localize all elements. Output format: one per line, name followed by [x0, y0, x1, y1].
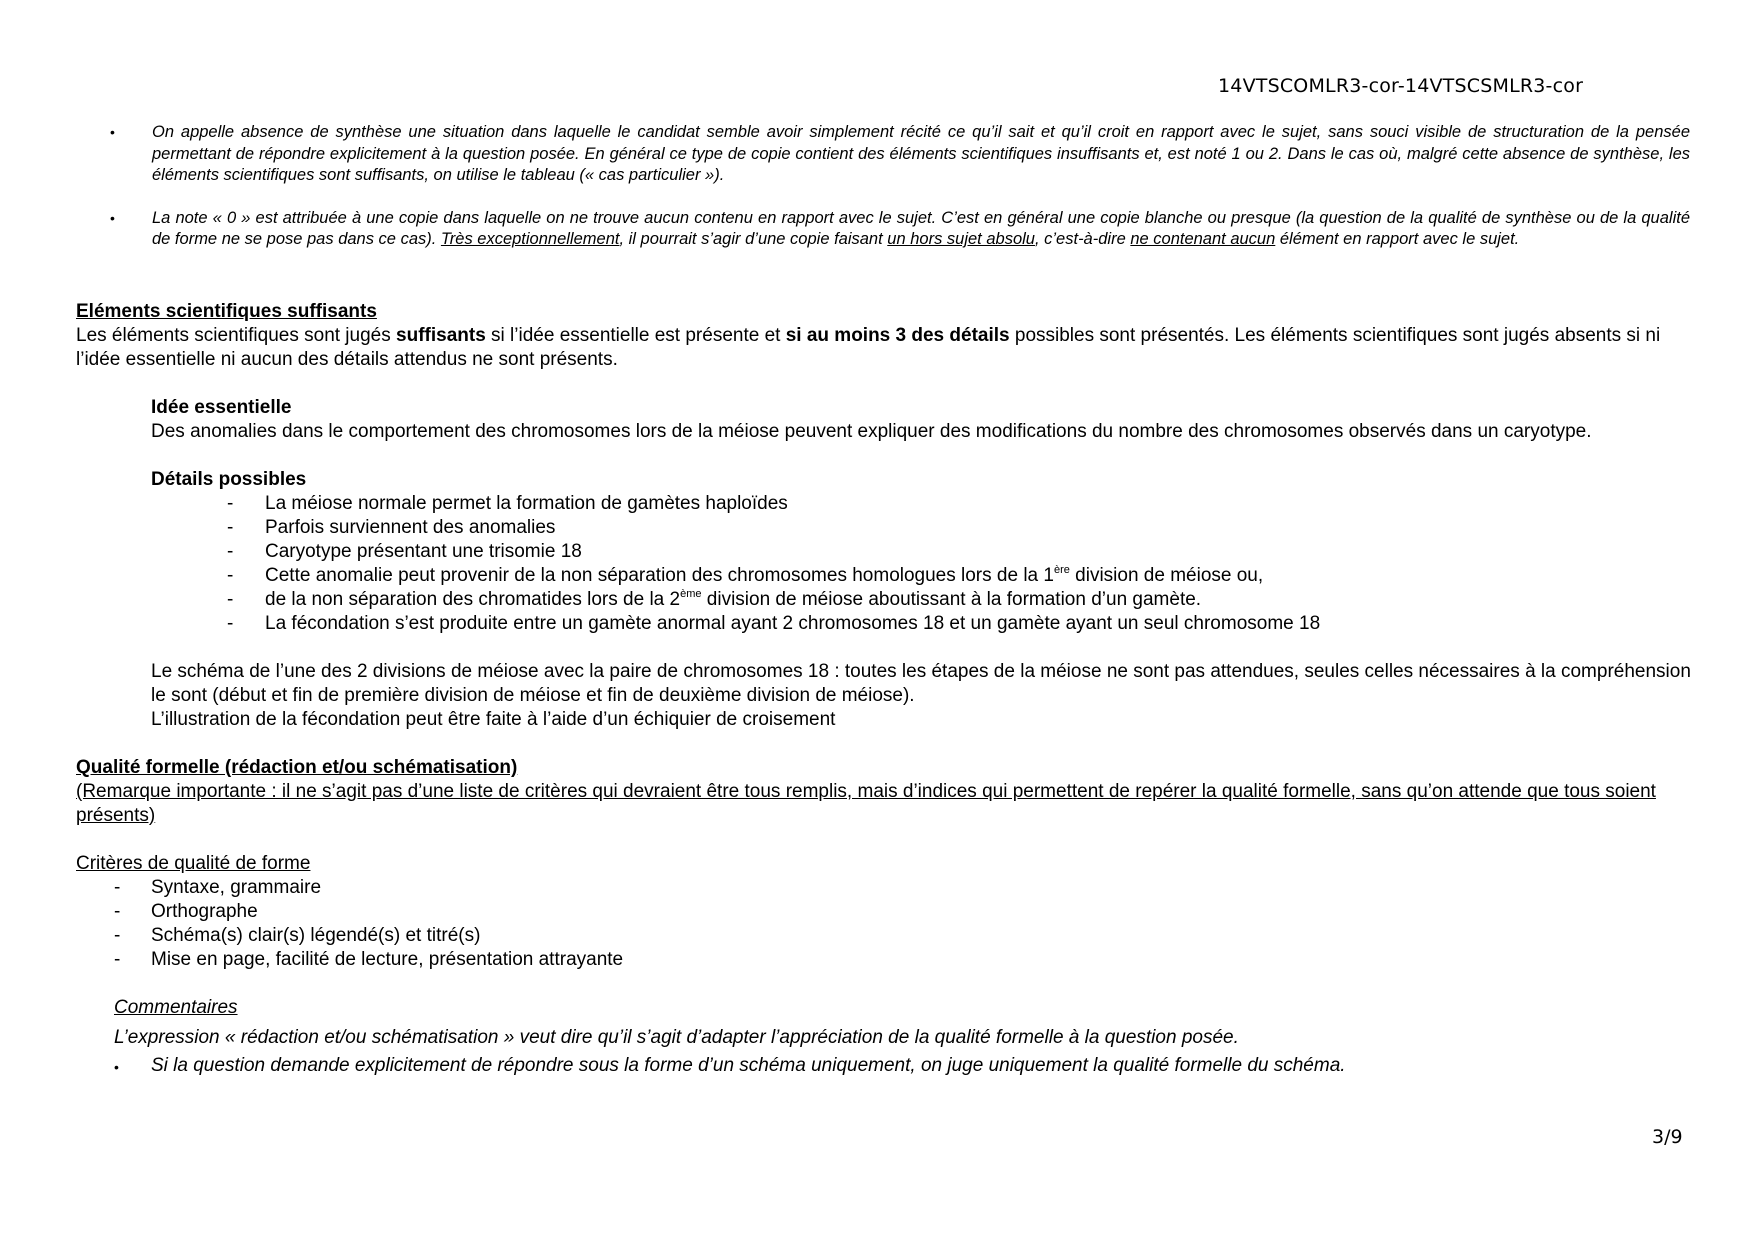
detail-5-text-b: division de méiose aboutissant à la formation d’un gamète.: [701, 589, 1202, 610]
list-item: - Mise en page, facilité de lecture, présentation attrayante: [114, 948, 1696, 972]
list-item: [227, 564, 1696, 588]
list-item: - La fécondation s’est produite entre un gamète anormal ayant 2 chromosomes 18 et un gamète ayant un seul chromosome 18: [227, 612, 1696, 636]
note-2-part1: La note « 0 » est attribuée à une copie dans laquelle on ne trouve aucun contenu en rapport avec le sujet. C’est en général une copie blanche ou presque (la question de la qualité de synthèse ou de la qualité de forme ne se pose pas dans ce cas).: [152, 208, 1690, 248]
scientific-heading: Eléments scientifiques suffisants: [76, 301, 377, 322]
comments-section: [76, 996, 1696, 1050]
note-2-part2: , il pourrait s’agir d’une copie faisant: [619, 230, 888, 248]
formal-heading: Qualité formelle (rédaction et/ou schématisation): [76, 757, 518, 778]
comments-text: L’expression « rédaction et/ou schématisation » veut dire qu’il s’agit d’adapter l’appréciation de la qualité formelle à la question posée.: [114, 1027, 1239, 1048]
intro-text-e: possibles sont présentés. Les éléments scientifiques sont jugés absents si ni l’idée essentielle ni aucun des détails attendus ne sont présents.: [76, 325, 1661, 370]
bullet-dot-icon: •: [110, 209, 115, 226]
main-content: [76, 300, 1696, 1078]
note-zero-grade: [110, 208, 1690, 251]
scientific-intro: [76, 324, 1696, 372]
idea-text: Des anomalies dans le comportement des chromosomes lors de la méiose peuvent expliquer des modifications du nombre des chromosomes observés dans un caryotype.: [151, 421, 1592, 442]
detail-4-text-a: Cette anomalie peut provenir de la non séparation des chromosomes homologues lors de la 1: [265, 565, 1054, 586]
comments-title: Commentaires: [114, 997, 238, 1018]
detail-5-sup: ème: [680, 588, 702, 600]
note-2-part4: élément en rapport avec le sujet.: [1275, 230, 1520, 248]
list-item: [227, 588, 1696, 612]
note-1-text: On appelle absence de synthèse une situation dans laquelle le candidat semble avoir simplement récité ce qu’il sait et qu’il croit en rapport avec le sujet, sans souci visible de structuration de la pensée permettant de répondre explicitement à la question posée. En général ce type de copie contient des éléments scientifiques insuffisants et, est noté 1 ou 2. Dans le cas où, malgré cette absence de synthèse, les éléments scientifiques sont suffisants, on utilise le tableau (« cas particulier »).: [152, 123, 1690, 184]
idea-title: Idée essentielle: [151, 397, 292, 418]
intro-bold-suffisants: suffisants: [396, 325, 486, 346]
formal-remark: (Remarque importante : il ne s’agit pas d’une liste de critères qui devraient être tous remplis, mais d’indices qui permettent de repérer la qualité formelle, sans qu’on attende que tous soient présents): [76, 781, 1656, 826]
note-2-underline-1: Très exceptionnellement: [440, 230, 620, 248]
detail-4-sup: ère: [1053, 564, 1070, 576]
list-item: - Parfois surviennent des anomalies: [227, 516, 1696, 540]
list-item: - Caryotype présentant une trisomie 18: [227, 540, 1696, 564]
detail-5-text-a: de la non séparation des chromatides lors de la 2: [265, 589, 681, 610]
bullet-dot-icon: •: [110, 124, 115, 140]
details-title: Détails possibles: [151, 469, 307, 490]
comments-bullet: [114, 1054, 1696, 1078]
criteria-list: [76, 876, 1696, 972]
document-code: 14VTSCOMLR3-cor-14VTSCSMLR3-cor: [1218, 75, 1584, 97]
list-item: - Syntaxe, grammaire: [114, 876, 1696, 900]
intro-bold-details: si au moins 3 des détails: [785, 325, 1010, 346]
illustration-text: L’illustration de la fécondation peut être faite à l’aide d’un échiquier de croisement: [151, 709, 836, 730]
schema-text: Le schéma de l’une des 2 divisions de méiose avec la paire de chromosomes 18 : toutes les étapes de la méiose ne sont pas attendues, seules celles nécessaires à la compréhension le sont (début et fin de première division de méiose et fin de deuxième division de méiose).: [151, 661, 1691, 706]
list-item: - Orthographe: [114, 900, 1696, 924]
intro-text-a: Les éléments scientifiques sont jugés: [76, 325, 397, 346]
criteria-title: Critères de qualité de forme: [76, 853, 311, 874]
note-absence-synthese: [110, 122, 1690, 187]
bullet-dot-icon: •: [114, 1059, 119, 1075]
list-item: - Schéma(s) clair(s) légendé(s) et titré(s): [114, 924, 1696, 948]
note-2-underline-2: un hors sujet absolu: [887, 230, 1035, 248]
detail-4-text-b: division de méiose ou,: [1069, 565, 1264, 586]
note-2-part3: , c’est-à-dire: [1034, 230, 1131, 248]
intro-text-c: si l’idée essentielle est présente et: [485, 325, 786, 346]
comments-bullet-text: Si la question demande explicitement de répondre sous la forme d’un schéma uniquement, on juge uniquement la qualité formelle du schéma.: [151, 1055, 1346, 1076]
grading-notes: [110, 122, 1690, 251]
note-2-underline-3: ne contenant aucun: [1130, 230, 1276, 248]
details-list: [76, 492, 1696, 636]
page-number: 3/9: [1652, 1126, 1683, 1148]
list-item: - La méiose normale permet la formation de gamètes haploïdes: [227, 492, 1696, 516]
